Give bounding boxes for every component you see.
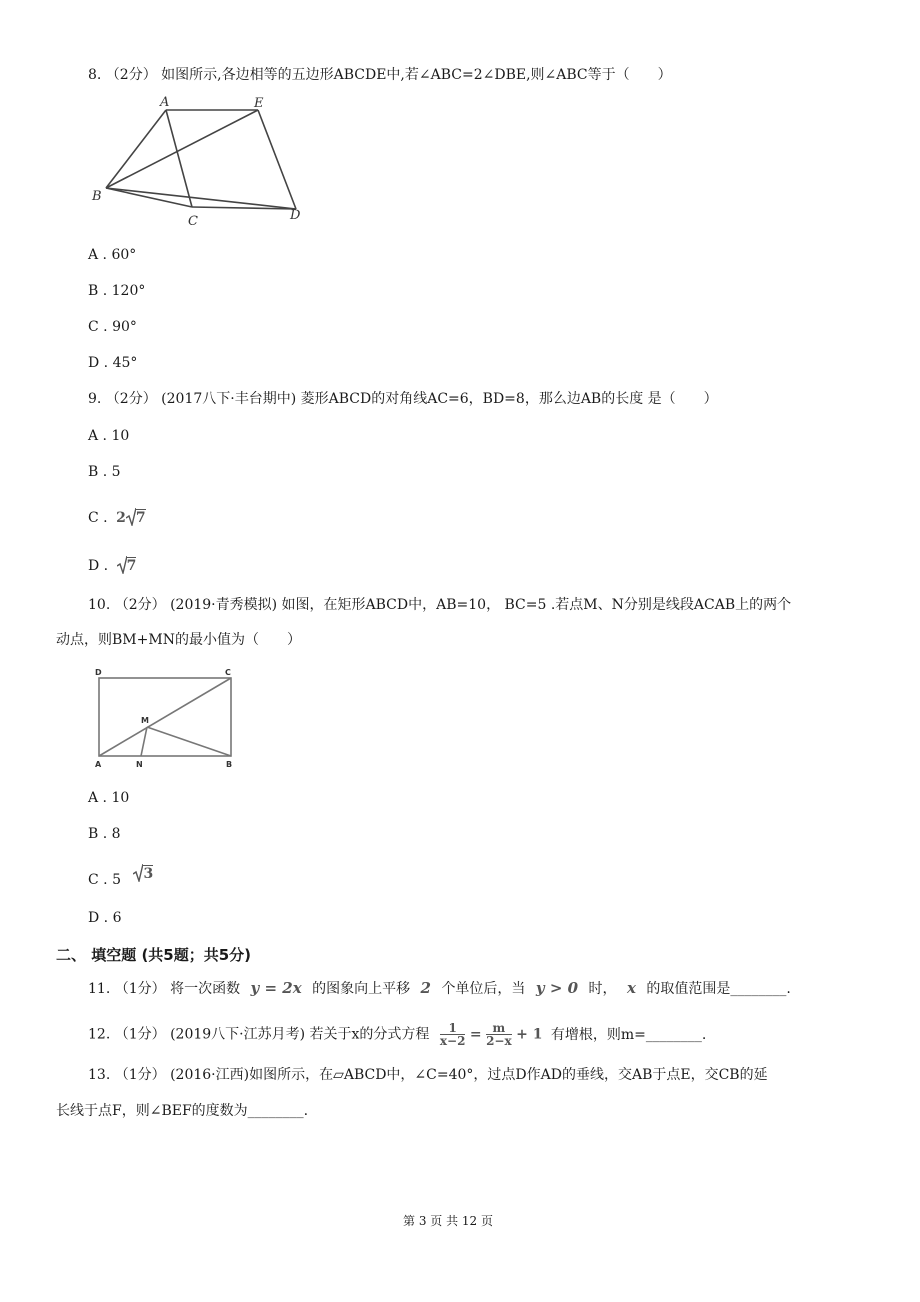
q11-func: y = 2x [250, 979, 302, 997]
q10-label-a: A [95, 760, 102, 769]
q8-option-a: A . 60° [88, 247, 137, 263]
page-footer: 第 3 页 共 12 页 [403, 1214, 493, 1228]
q10-option-c-label: C . 5 [88, 872, 121, 888]
q9-option-c-math [116, 508, 146, 527]
q11-var: x [626, 979, 636, 997]
q11-cond: y > 0 [535, 979, 579, 997]
q10-option-c-math [133, 864, 153, 883]
q12-lhs-den: x−2 [439, 1034, 466, 1048]
q13-line2: 长线于点F，则∠BEF的度数为________. [56, 1103, 309, 1119]
q11-mid3: 时， [588, 981, 617, 997]
sqrt-icon [133, 864, 143, 882]
q10-option-b: B . 8 [88, 826, 121, 842]
q8-stem: 8. （2分） 如图所示,各边相等的五边形ABCDE中,若∠ABC=2∠DBE,则∠ABC等于（ ） [88, 67, 672, 83]
q11-line [88, 979, 791, 998]
q11-shift: 2 [420, 979, 431, 997]
q13-line1: 13. （1分） (2016·江西)如图所示，在▱ABCD中，∠C=40°，过点D作AD的垂线，交AB于点E，交CB的延 [88, 1067, 768, 1083]
q10-label-d: D [95, 668, 102, 677]
q12-plus: + 1 [516, 1026, 543, 1043]
q8-label-a: A [160, 95, 170, 110]
q12-prefix: 12. （1分） (2019八下·江苏月考) 若关于x的分式方程 [88, 1026, 430, 1043]
q9-option-b: B . 5 [88, 464, 121, 480]
q11-mid2: 个单位后，当 [441, 981, 526, 997]
q8-label-c: C [188, 214, 198, 229]
q10-option-c [88, 866, 154, 889]
q10-stem-line2: 动点，则BM+MN的最小值为（ ） [56, 632, 301, 648]
q12-eq: = [469, 1026, 482, 1043]
q12-lhs-num: 1 [440, 1022, 466, 1035]
section-2-title: 二、 填空题 (共5题；共5分) [56, 946, 252, 964]
sqrt-icon [117, 556, 127, 574]
q10-label-m: M [141, 716, 149, 725]
q9-option-d-radicand: 7 [126, 558, 137, 574]
q8-option-b: B . 120° [88, 283, 146, 299]
q11-prefix: 11. （1分） 将一次函数 [88, 981, 241, 997]
q8-option-c: C . 90° [88, 319, 137, 335]
q10-option-a: A . 10 [88, 790, 130, 806]
q8-label-e: E [254, 96, 264, 111]
q8-label-d: D [290, 208, 301, 223]
q10-option-d: D . 6 [88, 910, 122, 926]
q8-label-b: B [92, 189, 102, 204]
q11-mid1: 的图象向上平移 [312, 981, 411, 997]
q8-option-d: D . 45° [88, 355, 138, 371]
q9-option-c [88, 508, 146, 527]
q12-rhs-fraction [486, 1022, 512, 1047]
q12-line [88, 1022, 706, 1047]
q11-suffix: 的取值范围是________. [646, 981, 791, 997]
q9-option-d-label: D . [88, 558, 109, 574]
sqrt-icon [126, 508, 136, 526]
q10-label-b: B [226, 760, 233, 769]
q12-rhs-num: m [486, 1022, 512, 1035]
q9-option-c-coef: 2 [116, 510, 126, 526]
q12-suffix: 有增根，则m=________. [550, 1026, 707, 1043]
q12-lhs-fraction [440, 1022, 466, 1047]
q12-rhs-den: 2−x [486, 1034, 512, 1048]
q10-rectangle-figure [90, 666, 250, 778]
q9-option-d-math [117, 556, 137, 575]
q9-option-c-radicand: 7 [135, 510, 146, 526]
q10-option-c-radicand: 3 [143, 866, 154, 882]
q9-stem: 9. （2分） (2017八下·丰台期中) 菱形ABCD的对角线AC=6，BD=8，那么边AB的长度 是（ ） [88, 391, 718, 407]
q10-label-n: N [136, 760, 143, 769]
q9-option-d [88, 556, 136, 575]
q9-option-a: A . 10 [88, 428, 130, 444]
q8-pentagon-figure [88, 94, 328, 234]
q10-stem-line1: 10. （2分） (2019·青秀模拟) 如图，在矩形ABCD中，AB=10， BC=5 .若点M、N分别是线段ACAB上的两个 [88, 597, 792, 613]
q9-option-c-label: C . [88, 510, 108, 526]
q10-label-c: C [225, 668, 231, 677]
